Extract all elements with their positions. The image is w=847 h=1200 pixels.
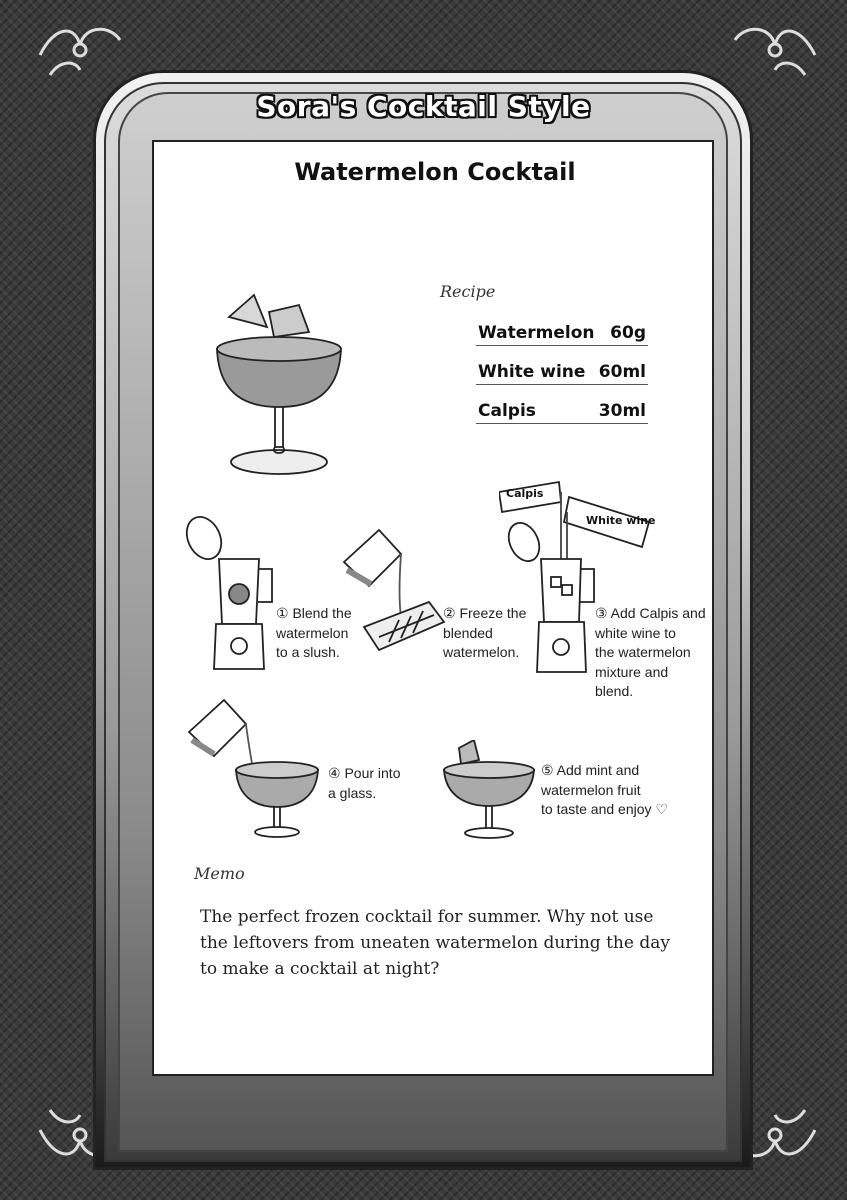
cocktail-title: Watermelon Cocktail	[294, 158, 576, 186]
ingredient-amount: 60ml	[598, 362, 646, 382]
step-5-text: ⑤ Add mint and watermelon fruit to taste and enjoy ♡	[541, 762, 668, 817]
step-3-text: ③ Add Calpis and white wine to the watermelon mixture and blend.	[595, 605, 706, 699]
ingredient-name: Watermelon	[478, 323, 595, 343]
step-1-text: ① Blend the watermelon to a slush.	[276, 605, 352, 660]
white-wine-bottle-label: White wine	[586, 514, 656, 527]
header-title: Sora's Cocktail Style	[256, 90, 591, 123]
step-4-text: ④ Pour into a glass.	[328, 765, 401, 801]
garnished-glass-illustration	[439, 740, 539, 845]
cocktail-glass-illustration	[209, 287, 349, 487]
recipe-card	[152, 140, 714, 1076]
ingredient-name: White wine	[478, 362, 586, 382]
jug-and-ice-tray-illustration	[339, 522, 449, 657]
ingredient-row	[476, 356, 648, 385]
blender-illustration	[184, 514, 279, 674]
corner-ornament-top-right	[725, 15, 825, 95]
ingredient-row	[476, 395, 648, 424]
memo-label: Memo	[194, 864, 245, 883]
ingredient-amount: 30ml	[598, 401, 646, 421]
ingredient-name: Calpis	[478, 401, 536, 421]
calpis-bottle-label: Calpis	[506, 487, 544, 500]
memo-text: The perfect frozen cocktail for summer. Why not use the leftovers from uneaten watermelon during the day to make a cocktail at night?	[200, 907, 670, 979]
pouring-glass-illustration	[184, 692, 334, 842]
step-2-text: ② Freeze the blended watermelon.	[443, 605, 527, 660]
recipe-label: Recipe	[440, 282, 496, 301]
ingredient-amount: 60g	[610, 323, 646, 343]
corner-ornament-top-left	[30, 15, 130, 95]
ingredient-row	[476, 317, 648, 346]
